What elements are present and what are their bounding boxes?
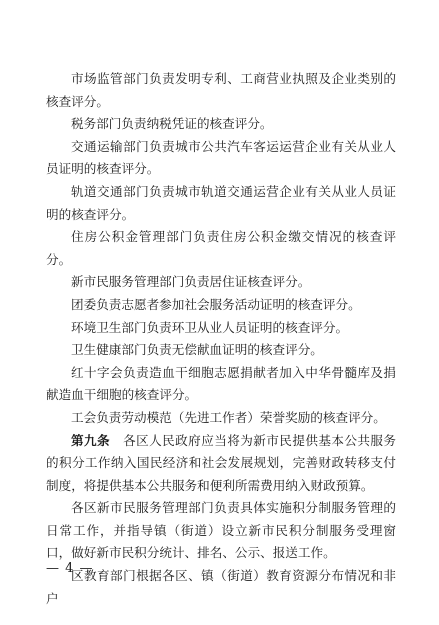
paragraph-article-nine: 第九条 各区人民政府应当将为新市民提供基本公共服务的积分工作纳入国民经济和社会发展规划，完善财政转移支付制度，将提供基本公共服务和便利所需费用纳入财政预算。: [46, 432, 397, 493]
paragraph-district-service: 各区新市民服务管理部门负责具体实施积分制服务管理的日常工作，并指导镇（街道）设立新市民积分制服务受理窗口，做好新市民积分统计、排名、公示、报送工作。: [46, 500, 396, 561]
paragraph-trade-union: 工会负责劳动模范（先进工作者）荣誉奖励的核查评分。: [71, 409, 386, 425]
paragraph-rail-transit: 轨道交通部门负责城市轨道交通运营企业有关从业人员证明的核查评分。: [46, 183, 396, 222]
paragraph-sanitation: 环境卫生部门负责环卫从业人员证明的核查评分。: [71, 319, 349, 335]
page-number: — 4 —: [46, 561, 94, 576]
article-label: 第九条: [71, 432, 111, 448]
body-text: [46, 68, 396, 610]
paragraph-transport: 交通运输部门负责城市公共汽车客运运营企业有关从业人员证明的核查评分。: [46, 138, 396, 177]
paragraph-health: 卫生健康部门负责无偿献血证明的核查评分。: [71, 342, 323, 358]
paragraph-new-citizen-service: 新市民服务管理部门负责居住证核查评分。: [71, 274, 311, 290]
paragraph-housing-fund: 住房公积金管理部门负责住房公积金缴交情况的核查评分。: [46, 229, 396, 267]
paragraph-education: 区教育部门根据各区、镇（街道）教育资源分布情况和非户: [46, 568, 396, 606]
paragraph-market-supervision: 市场监管部门负责发明专利、工商营业执照及企业类别的核查评分。: [46, 71, 396, 109]
paragraph-youth-league: 团委负责志愿者参加社会服务活动证明的核查评分。: [71, 296, 361, 312]
paragraph-tax: 税务部门负责纳税凭证的核查评分。: [71, 116, 273, 132]
paragraph-red-cross: 红十字会负责造血干细胞志愿捐献者加入中华骨髓库及捐献造血干细胞的核查评分。: [46, 364, 396, 403]
